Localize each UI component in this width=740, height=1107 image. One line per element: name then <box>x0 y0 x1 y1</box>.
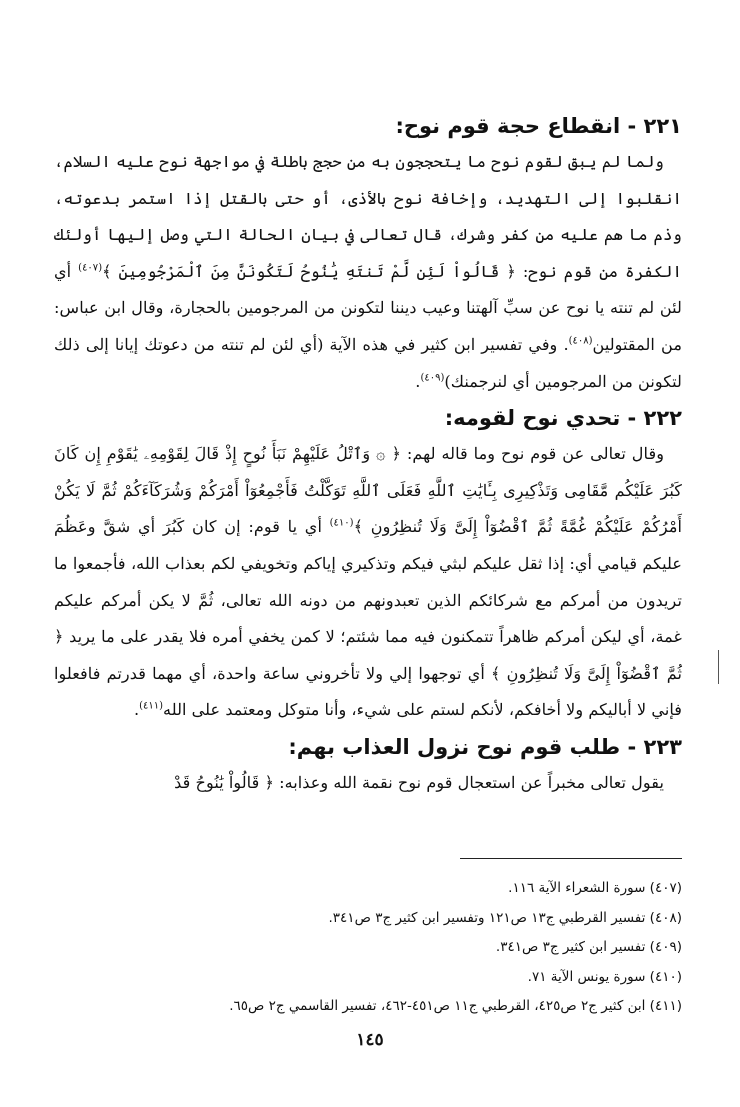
footnote-marker: (٤٠٧) <box>78 262 103 274</box>
footnote: (٤١١) ابن كثير ج٢ ص٤٢٥، القرطبي ج١١ ص٤٥١-٤٦٢، تفسير القاسمي ج٢ ص٦٥. <box>229 998 682 1014</box>
section-paragraph-223 <box>54 765 682 802</box>
text-run: وقال تعالى عن قوم نوح وما قاله لهم: <box>401 444 665 464</box>
footnotes <box>54 874 682 1022</box>
footnote-marker: (٤١١) <box>139 700 164 712</box>
section-heading-222: ٢٢٢ - تحدي نوح لقومه: <box>444 406 682 431</box>
footnote: (٤٠٨) تفسير القرطبي ج١٣ ص١٢١ وتفسير ابن كثير ج٣ ص٣٤١. <box>328 909 682 926</box>
scan-edge-mark <box>718 650 719 684</box>
section-paragraph-222 <box>54 436 682 729</box>
quran-quote: ﴿ ۞ وَٱتْلُ عَلَيْهِمْ نَبَأَ نُوحٍ إِذْ قَالَ لِقَوْمِهِۦ يَٰقَوْمِ إِن كَانَ كَبُرَ عَلَيْكُم مَّقَامِى وَتَذْكِيرِى بِـَٔايَٰتِ ٱللَّهِ فَعَلَى ٱللَّهِ تَوَكَّلْتُ فَأَجْمِعُوٓاْ أَمْرَكُمْ وَشُرَكَآءَكُمْ ثُمَّ لَا يَكُنْ أَمْرُكُمْ عَلَيْكُمْ غُمَّةً ثُمَّ ٱقْضُوٓاْ إِلَىَّ وَلَا تُنظِرُونِ ﴾ <box>54 444 682 537</box>
text-run: . <box>415 371 421 391</box>
quran-quote: ﴿ ثُمَّ ٱقْضُوٓاْ إِلَىَّ وَلَا تُنظِرُونِ ﴾ <box>54 627 683 683</box>
text-run: أي لئن لم تنته يا نوح عن سبِّ آلهتنا وعيب ديننا لتكونن من المرجومين بالحجارة، وقال ابن عباس: من المقتولين <box>54 261 682 354</box>
footnote-marker: (٤١٠) <box>329 517 354 529</box>
footnote: (٤٠٧) سورة الشعراء الآية ١١٦. <box>508 880 682 896</box>
section-paragraph-221 <box>54 144 682 400</box>
footnote-divider <box>460 858 682 859</box>
quran-quote: ﴿ قَالُواْ لَئِن لَّمْ تَنتَهِ يَٰنُوحُ لَتَكُونَنَّ مِنَ ٱلْمَرْجُومِينَ ﴾ <box>102 261 516 281</box>
section-heading-223: ٢٢٣ - طلب قوم نوح نزول العذاب بهم: <box>288 734 682 759</box>
section-heading-221: ٢٢١ - انقطاع حجة قوم نوح: <box>395 114 682 138</box>
footnote: (٤١٠) سورة يونس الآية ٧١. <box>527 968 682 985</box>
text-run: . <box>133 700 140 720</box>
main-text <box>54 108 682 802</box>
footnote-marker: (٤٠٨) <box>568 335 593 347</box>
quran-quote: ﴿ قَالُواْ يَٰنُوحُ قَدْ <box>174 772 274 792</box>
text-run: أي يا قوم: إن كان كَبُرَ أي شقَّ وعَظُمَ عليكم قيامي أي: إذا ثقل عليكم لبثي فيكم وتذكيري إياكم وتخويفي لكم بعذاب الله، فأجمعوا ما تريدون من أمركم مع شركائكم الذين تعبدونهم من دونه الله تعالى، ثُمَّ لا يكن أمركم عليكم غمة، أي ليكن أمركم ظاهراً تتمكنون فيه مما شئتم؛ لا كمن يخفي أمره فلا يقدر على ما يريد <box>54 517 682 647</box>
page-number: ١٤٥ <box>356 1030 384 1050</box>
footnote: (٤٠٩) تفسير ابن كثير ج٣ ص٣٤١. <box>495 939 682 955</box>
footnote-marker: (٤٠٩) <box>420 372 445 384</box>
text-run: . وفي تفسير ابن كثير في هذه الآية (أي لئن لم تنته من دعوتك إيانا إلى ذلك لتكونن من المرجومين أي لنرجمنك) <box>54 334 682 391</box>
text-run: يقول تعالى مخبراً عن استعجال قوم نوح نقمة الله وعذابه: <box>273 772 664 792</box>
text-run: أي توجهوا إلي ولا تأخروني ساعة واحدة، أي مهما قدرتم فافعلوا فإني لا أباليكم ولا أخافكم، لأنكم لستم على شيء، وأنا متوكل ومعتمد على الله <box>54 663 682 720</box>
text-run: ولما لم يبق لقوم نوح ما يتحججون به من حجج باطلة في مواجهة نوح عليه السلام، انقلبوا إلى التهديد، وإخافة نوح بالأذى، أو حتى بالقتل إذا استمر بدعوته، وذم ما هم عليه من كفر وشرك، قال تعالى في بيان الحالة التي وصل إليها أولئك الكفرة من قوم نوح: <box>54 152 682 281</box>
